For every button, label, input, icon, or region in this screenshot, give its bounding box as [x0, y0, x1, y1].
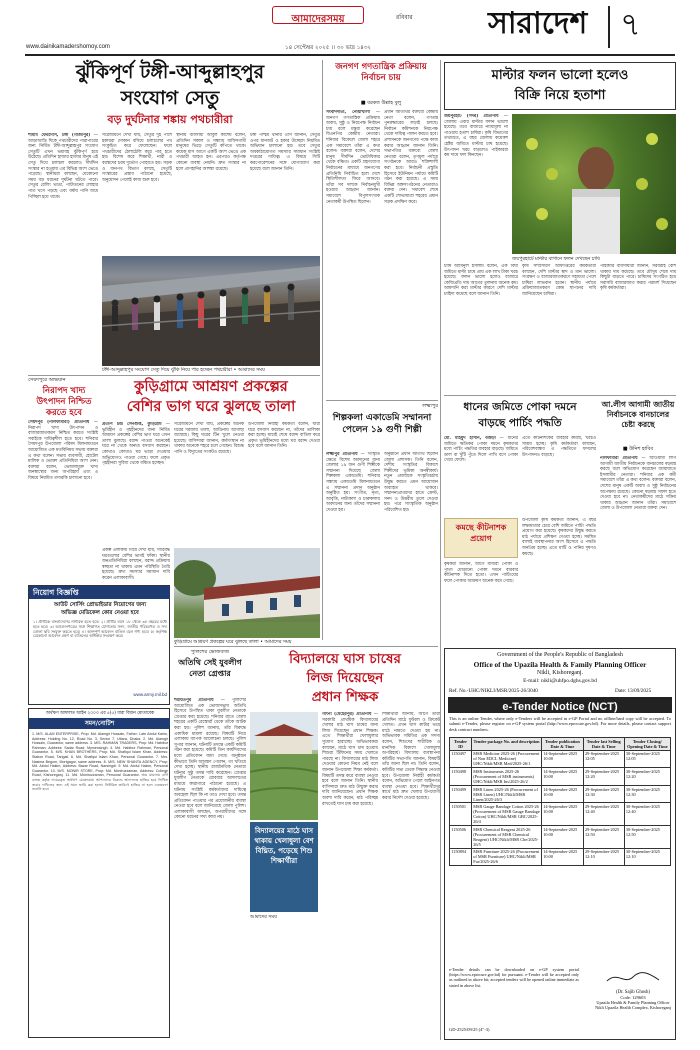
tender-col-selling: Tender last Selling Date & Time: [583, 738, 624, 751]
tender-intro: This is an online Tender, where only e-Tenders will be accepted in e-GP Portal and no offline/hard copy will be accepted. To submit e-Tender, please register on e-GP system portal (http://www.eprocure.gov.bd). For more details, please contact support desk contract numbers.: [449, 716, 671, 732]
table-row: [450, 750, 671, 768]
school-photo: [250, 712, 318, 820]
table-cell: MSR Chemical Reagent 2025-26 (Procurement of MSR Chemical Reagent) UHC/Nikli/MSR Che/2025-26/5: [472, 825, 542, 848]
lead-headline-2: সংযোগ সেতু: [120, 87, 220, 109]
table-cell: 14-September-2025 10:00: [542, 803, 584, 826]
school-field-illustration: [250, 712, 318, 820]
kurigram-dateline: প্রতাপ চন্দ্র সেনগুপ্ত, কুড়িগ্রাম: [102, 422, 162, 427]
kurigram-photo: [174, 548, 320, 638]
lead-photo-credit: আমাদের সময়: [237, 368, 265, 373]
election-col-1: সংবাদদাতা, নোয়াখালী — জনগণ গণতান্ত্রিক প্রক্রিয়ায় অবাধ, সুষ্ঠু ও নিরপেক্ষ নির্বাচন চায় বলে মন্তব্য করেছেন বিএনপির কেন্দ্রীয় নেতারা। শনিবার বিকেলে জেলা শহরে এক সমাবেশে তাঁরা এ কথা বলেন। বক্তারা বলেন, দেশের মানুষ দীর্ঘদিন ভোটাধিকার থেকে বঞ্চিত। একটি গ্রহণযোগ্য নির্বাচনের মাধ্যমে জনগণের প্রতিনিধি নির্বাচিত হলে দেশে স্থিতিশীলতা ফিরে আসবে। তাঁরা সব দলকে নির্বাচনমুখী হওয়ার আহ্বান জানান। সমাবেশে বিপুলসংখ্যক নেতাকর্মী উপস্থিত ছিলেন।: [326, 110, 380, 205]
table-cell: 29-September-2025 12:30: [583, 785, 624, 803]
rice-dateline: মো. মাহমুদ হাসান, বগুড়া: [444, 436, 496, 441]
malta-dateline: জয়পুরহাট (সদর) প্রতিনিধি: [444, 114, 499, 119]
table-cell: 1150506: [450, 825, 472, 848]
recruit-line-2: অভিজ্ঞ মেডিকেল কোর নেওয়া হবে: [61, 610, 139, 616]
awami-body: নীলফামারী প্রতিনিধি — আওয়ামী লীগ আগামী জাতীয় নির্বাচনকে বানচালের ষড়যন্ত্র করছে বলে অভিযোগ করেছেন জামায়াতে ইসলামীর নেতারা। শনিবার এক কর্মী সমাবেশে তাঁরা এ কথা বলেন। বক্তারা বলেন, দেশের মানুষ একটি অবাধ ও সুষ্ঠু নির্বাচনের অপেক্ষায় রয়েছে। কোনো ষড়যন্ত্র সফল হতে দেওয়া হবে না। নেতাকর্মীদের মাঠে সক্রিয় থাকার আহ্বান জানান তাঁরা। সমাবেশে জেলা ও উপজেলা নেতারা বক্তব্য দেন।: [600, 456, 676, 512]
food-dateline: সৈয়দপুর (নীলফামারী) প্রতিনিধি: [28, 420, 90, 425]
table-row: [450, 768, 671, 786]
tender-date: Date: 13/09/2025: [615, 688, 652, 694]
rice-inset-text: কমছে কীটনাশক প্রয়োগ: [455, 523, 507, 543]
notice-body: 1. M/S. ALAM ENTERPRISE, Prop: Md. Alamgir Hossain, Father: Late Abdul Karim, Address: Holding No. 12, Road No. 3, Sector 7, Uttara, Dhaka. 2. Md. Alamgir Hossain, Guarantor, same address. 3. M/S. RAHMAN TRADERS, Prop: Md. Habibur Rahman, Address: Sadar Road, Mymensingh. 4. Md. Habibur Rahman, Personal Guarantor. 5. M/S. KHAN BROTHERS, Prop: Md. Shafiqul Islam Khan, Address: Station Road, Tangail. 6. Md. Shafiqul Islam Khan, Personal Guarantor. 7. Mrs. Nasima Begum, Mortgagor, same address. 8. M/S. NEW SHANTA AGENCY, Prop: Md. Abdul Hakim, Address: Bazar Road, Narsingdi. 9. Md. Abdul Hakim, Personal Guarantor. 10. M/S. MONIR STORE, Prop: Md. Moniruzzaman, Address: College Road, Kishoreganj. 11. Md. Moniruzzaman, Personal Guarantor. অত্র মামলায় বাদী ব্যাংক কর্তৃক দায়েরকৃত অর্থঋণ মোকদ্দমায় আপনাদের বিরুদ্ধে আদালতে হাজির হয়ে লিখিত জবাব দাখিলের জন্য এই সমন জারি করা হলো। নির্ধারিত তারিখে হাজির না হলে একতরফা শুনানি হবে।: [32, 732, 168, 792]
table-cell: MSR Gauge Bandage Cotton 2025-26 (Procurement of MSR Gauge Bandage Cotton) UHC/Nikli/MSR GBC/2025-26/4: [473, 804, 540, 825]
table-cell: 14-September-2025 10:00: [542, 825, 584, 848]
lead-dateline: শামীম ফেরদৌস, টঙ্গী (গাজীপুর): [28, 133, 91, 138]
date-line: ১৪ সেপ্টেম্বর ২০২৫ ।। ৩০ ভাদ্র ১৪৩২: [285, 45, 372, 51]
election-dateline: সংবাদদাতা, নোয়াখালী: [326, 110, 370, 115]
election-byline-text: বরকত উল্লাহ বুলু: [367, 100, 402, 106]
kurigram-caption-text: কুড়িগ্রামে আশ্রয়ণ প্রকল্পের ঘরে ঝুলছে তালা: [174, 640, 259, 645]
awami-headline: আ.লীগ আগামী জাতীয় নির্বাচনকে বানচালের চেষ্টা করছে: [601, 400, 675, 429]
malta-photo: [512, 114, 676, 254]
table-cell: 14-September-2025 10:00: [542, 785, 584, 803]
school-col-2: শিক্ষার্থীরা জানায়, আগে তারা প্রতিদিন মাঠে ফুটবল ও ক্রিকেট খেলত। এখন ঘাস কাটার ভয়ে মাঠে নামতে দেওয়া হয় না। অভিভাবক সমিতির এক সদস্য বলেন, শিশুদের শারীরিক ও মানসিক বিকাশে খেলাধুলা অপরিহার্য। বিদ্যালয় ব্যবস্থাপনা কমিটির সভাপতি জানান, বিষয়টি তাঁর জানা ছিল না। তিনি বলেন, কমিটির সভা ডেকে সিদ্ধান্ত নেওয়া হবে। উপজেলা নির্বাহী কর্মকর্তা বলেন, অভিযোগ পেলে আইনগত ব্যবস্থা নেওয়া হবে। শিক্ষার্থীদের স্বার্থে মাঠ দ্রুত খেলার উপযোগী করার নির্দেশ দেওয়া হয়েছে।: [382, 712, 440, 801]
police-dateline: শরীয়তপুর প্রতিনিধি: [174, 698, 214, 703]
table-cell: 29-September-2025 12:20: [583, 768, 624, 786]
tender-office: Office of the Upazila Health & Family Planning Officer: [473, 660, 647, 669]
school-headline-2: লিজ দিয়েছেন: [306, 670, 384, 686]
malta-farmer-illustration: [512, 114, 676, 254]
tender-signature: [595, 971, 671, 1010]
table-cell: 30-September-2025 12:30: [624, 785, 670, 803]
rice-inset: [444, 518, 518, 558]
notice-box: [28, 708, 170, 1038]
section-divider: [608, 6, 610, 48]
bridge-crowd-illustration: [102, 256, 320, 366]
table-cell: 29-September-2025 12:40: [583, 803, 624, 826]
lead-col-3: স্থানীয় ব্যবসায়ী আবুল কাশেম বলেন, প্রতিদিন সকাল ও সন্ধ্যায় অফিসগামী মানুষের ভিড়ে সেতুটি কাঁপতে থাকে। কয়েক মাস আগে একটি অংশ ভেঙে এক পথচারী আহত হন। এরপরও কর্তৃপক্ষ কোনো ব্যবস্থা নেয়নি। দ্রুত সংস্কার না হলে প্রাণহানির আশঙ্কা রয়েছে।: [176, 133, 246, 172]
police-body: শরীয়তপুর প্রতিনিধি — পুলিশের আয়োজিত এক ভোজসভায় অতিথি হিসেবে উপস্থিত থাকা যুবলীগ নেতাকে গ্রেপ্তার করা হয়েছে। শনিবার রাতে জেলা শহরের একটি রেস্তোরাঁ থেকে তাঁকে আটক করা হয়। পুলিশ জানায়, তাঁর বিরুদ্ধে একাধিক মামলা রয়েছে। বিষয়টি নিয়ে এলাকায় ব্যাপক আলোচনা চলছে। পুলিশ সুপার জানান, ঘটনাটি তদন্তে একটি কমিটি গঠন করা হয়েছে। কমিটি তিন কার্যদিবসের মধ্যে প্রতিবেদন জমা দেবে। অনুষ্ঠানে কীভাবে তিনি আমন্ত্রণ পেলেন, তা খতিয়ে দেখা হচ্ছে। স্থানীয় রাজনৈতিক নেতারা ঘটনার সুষ্ঠু তদন্ত দাবি করেছেন। গ্রেপ্তার যুবলীগ নেতাকে রোববার আদালতের মাধ্যমে কারাগারে পাঠানো হয়েছে। এ ঘটনায় সংশ্লিষ্ট কর্মকর্তাদের দায়িত্বে অবহেলা ছিল কি না তাও দেখা হবে। তদন্ত প্রতিবেদন পাওয়ার পর প্রয়োজনীয় ব্যবস্থা নেওয়া হবে বলে জানিয়েছে জেলা পুলিশ। এলাকাবাসী বলছেন, অপরাধীদের সঙ্গে কোনো ধরনের সখ্য কাম্য নয়।: [174, 698, 246, 821]
lead-headline-1: ঝুঁকিপূর্ণ টঙ্গী-আব্দুল্লাহপুর: [75, 61, 265, 83]
website[interactable]: www.dainikamadershomoy.com: [26, 44, 110, 50]
kurigram-col-1: প্রতাপ চন্দ্র সেনগুপ্ত, কুড়িগ্রাম — ভূমিহীন ও গৃহহীনদের জন্য নির্মিত আশ্রয়ণ প্রকল্পের বেশির ভাগ ঘরে এখন তালা ঝুলছে। বরাদ্দ পাওয়া অনেকেই ঘরে না থেকে অন্যত্র বসবাস করছেন। কোথাও কোথাও ঘর ভাড়া দেওয়ার অভিযোগও পাওয়া গেছে। ফলে প্রকৃত গৃহহীনরা সুবিধা থেকে বঞ্চিত হচ্ছেন।: [102, 422, 170, 467]
column-rule: [440, 60, 441, 1040]
nilphamari-dateline: নীলফামারী প্রতিনিধি: [600, 456, 638, 461]
table-cell: 30-September-2025 12:10: [624, 848, 670, 866]
food-headline: নিরাপদ খাদ্য উৎপাদন নিশ্চিত করতে হবে: [36, 386, 92, 418]
table-cell: 14-September-2025 10:00: [542, 768, 584, 786]
row-rule: [174, 646, 438, 647]
kurigram-col-4: প্রকল্প এলাকায় গিয়ে দেখা যায়, সারিবদ্ধ ঘরগুলোর বেশির ভাগই ফাঁকা। স্থানীয় জনপ্রতিনিধিরা বলছেন, বরাদ্দ প্রক্রিয়ায় স্বচ্ছতা না থাকায় এমন পরিস্থিতি তৈরি হয়েছে। দ্রুত সমস্যার সমাধান দাবি করেন এলাকাবাসী।: [102, 548, 170, 581]
logo-text: আমাদেরসময়: [291, 14, 345, 25]
school-headline-1: বিদ্যালয়ে ঘাস চাষের: [289, 651, 401, 667]
row-rule: [28, 375, 320, 376]
table-cell: 29-September-2025 12:10: [583, 848, 624, 866]
shilpa-kicker: লক্ষ্মীপুর: [422, 404, 438, 409]
table-cell: 1150498: [450, 768, 472, 786]
police-kicker: পুলিশের ভোজবাজ: [190, 650, 230, 655]
malta-caption: জয়পুরহাটে মাল্টার বাগানে ফলন দেখছেন চাষি: [512, 257, 600, 262]
recruit-title: নিয়োগ বিজ্ঞপ্তি: [33, 588, 79, 597]
table-cell: 14-September-2025 10:00: [542, 750, 584, 768]
rice-col-2: এতে কীটনাশকের ব্যবহার কমছে, খরচও সাশ্রয় হচ্ছে। কৃষি কর্মকর্তারা বলছেন, পরিবেশবান্ধব এ পদ্ধতিতে ফসলের উৎপাদনও বাড়ছে।: [522, 436, 596, 458]
section-title: সারাদেশ: [488, 6, 588, 41]
school-headline-3: প্রধান শিক্ষক: [311, 689, 379, 705]
recruit-ad: [28, 585, 170, 705]
recruit-contact[interactable]: www.army.mil.bd: [133, 692, 167, 697]
table-row: [450, 848, 671, 866]
table-cell: MSR Linen 2025-26 (Procurement of MSR Linen) UHC/Nikli/MSR Linen/2025-26/3: [472, 785, 542, 803]
awami-byline-text: উনিশ হাবিব: [629, 446, 654, 452]
lead-col-2: সরেজমিনে দেখা যায়, সেতুর দুই পাশে হকাররা দোকান বসিয়ে চলাচলের পথ সংকুচিত করে ফেলেছেন। ফলে পথচারীদের ঠেলাঠেলি করে পার হতে হয়। বিশেষ করে শিক্ষার্থী, নারী ও বয়স্কদের চরম দুর্ভোগ পোহাতে হয়। সড়ক ও জনপথ বিভাগ বলছে, সেতুটি সংস্কারের প্রস্তাব পাঠানো হয়েছে, অনুমোদন পেলেই কাজ শুরু হবে।: [102, 133, 172, 183]
tender-col-publication: Tender publication Date & Time: [542, 738, 584, 751]
tender-table-header: [450, 738, 671, 751]
table-cell: 29-September-2025 12:05: [583, 750, 624, 768]
shilpa-dateline: লক্ষ্মীপুর প্রতিনিধি: [326, 452, 358, 457]
tender-col-package: Tender package No. and description: [472, 738, 542, 751]
table-cell: 1150497: [450, 750, 472, 768]
police-headline: অতিথি সেই যুবলীগ নেতা গ্রেপ্তার: [178, 658, 242, 678]
masthead-rule: [25, 54, 675, 56]
malta-col-3: কৃষি সম্প্রসারণ অধিদপ্তরের কর্মকর্তারা বলছেন, দেশি মাল্টার স্বাদ ও মান ভালো। সংরক্ষণ ও বাজারজাতকরণে সহায়তা পেলে চাষিরা লাভবান হবেন। স্থানীয় পর্যায়ে প্রক্রিয়াজাতকরণ কেন্দ্র স্থাপনের দাবি জানিয়েছেন চাষিরা।: [522, 264, 596, 297]
tender-col-closing: Tender Closing/ Opening Date & Time: [624, 738, 670, 751]
logo: [272, 6, 364, 24]
malta-col-4: পাইকারি ব্যবসায়ীরা জানান, সরবরাহ বেশি থাকায় দাম কমেছে। তবে মৌসুম শেষে দাম কিছুটা বাড়তে পারে। চাষিদের সংগঠিত হয়ে সরাসরি বাজারজাত করার পরামর্শ দিয়েছেন কৃষি কর্মকর্তারা।: [600, 264, 676, 292]
table-cell: 1150894: [450, 848, 472, 866]
tender-place: Nikli, Kishoreganj.: [536, 670, 584, 676]
row-rule: [326, 400, 438, 401]
table-cell: 30-September-2025 12:50: [624, 825, 670, 848]
shilpa-headline: শিল্পকলা একাডেমি সম্মাননা পেলেন ১৯ গুণী শিল্পী: [332, 413, 432, 435]
notice-header: [29, 718, 170, 729]
table-cell: 1150501: [450, 803, 472, 826]
tender-outro: e-Tender details can be downloaded on e-GP system portal (https://www.eprocure.gov.bd) for pursuant. e-Tender will be accepted only as outlined in above bit; accepted tenders will be opened online immediate as stated in above list.: [449, 967, 579, 988]
rice-col-1: মো. মাহমুদ হাসান, বগুড়া — ধানের জমিতে ক্ষতিকর পোকা দমনে কৃষকদের মধ্যে পার্চিং পদ্ধতির ব্যবহার বাড়ছে। জমিতে ডাল বা খুঁটি পুঁতে দিলে পাখি বসে পোকা খেয়ে ফেলে।: [444, 436, 518, 464]
election-byline: ■ বরকত উল্লাহ বুলু: [360, 100, 402, 106]
malta-headline-box: [444, 62, 676, 110]
food-body: সৈয়দপুর (নীলফামারী) প্রতিনিধি — নিরাপদ খাদ্য উৎপাদন ও বাজারজাতকরণ নিশ্চিত করতে সংশ্লিষ্ট সবাইকে দায়িত্বশীল হতে হবে। শনিবার সৈয়দপুর উপজেলা পরিষদ মিলনায়তনে আয়োজিত এক মতবিনিময় সভায় বক্তারা এ কথা বলেন। সভায় ব্যবসায়ী, হোটেল মালিক ও ভোক্তা প্রতিনিধিরা অংশ নেন। বক্তারা বলেন, ভেজালমুক্ত খাদ্য জনস্বাস্থ্যের জন্য অপরিহার্য এবং এ বিষয়ে নিয়মিত তদারকি চালানো হবে।: [28, 420, 98, 481]
table-row: [450, 803, 671, 826]
tender-notice: [444, 648, 676, 1040]
school-photo-credit: আমাদের সময়: [250, 915, 277, 920]
table-row: [450, 785, 671, 803]
table-cell: MSR Instruments 2025-26 (Procurement of MSR instruments) UHC/Nikli/MSR Ins/2025-26/2: [472, 768, 542, 786]
notice-header-text: সমন/নোটিশ: [84, 720, 115, 727]
shilpa-col-2: অনুষ্ঠানে প্রধান অতিথি ছিলেন জেলা প্রশাসক। তিনি বলেন, দেশীয় সংস্কৃতির বিকাশে শিল্পীদের ভূমিকা অনস্বীকার্য। নতুন প্রজন্মকে সংস্কৃতিচর্চায় উদ্বুদ্ধ করতে এমন আয়োজন অব্যাহত থাকবে। সম্মাননাপ্রাপ্তদের হাতে ক্রেস্ট, সনদ ও উত্তরীয় তুলে দেওয়া হয়। পরে সাংস্কৃতিক অনুষ্ঠান পরিবেশিত হয়।: [384, 452, 438, 513]
shelter-houses-illustration: [174, 548, 320, 638]
lead-caption-text: টঙ্গী-আব্দুল্লাহপুর সংযোগ সেতু দিয়ে ঝুঁকি নিয়ে পার হচ্ছেন পথচারীরা: [102, 368, 232, 373]
table-cell: 29-September-2025 12:50: [583, 825, 624, 848]
kurigram-caption: কুড়িগ্রামে আশ্রয়ণ প্রকল্পের ঘরে ঝুলছে তালা • আমাদের সময়: [174, 640, 292, 645]
lead-col-4: টঙ্গী পশ্চিম থানার ওসি জানান, সেতুর ওপর যানজট ও হকার উচ্ছেদে নিয়মিত অভিযান চালানো হয়। তবে সেতুর অবকাঠামোগত সমস্যার সমাধান সংশ্লিষ্ট দপ্তরের দায়িত্ব। এ বিষয়ে সিটি করপোরেশনের সঙ্গে যোগাযোগ করা হয়েছে বলে জানান তিনি।: [250, 133, 320, 172]
tender-gov: Government of the People's Republic of Bangladesh: [497, 652, 623, 658]
malta-col-1: জয়পুরহাট (সদর) প্রতিনিধি — জেলায় এবার মাল্টার ফলন ভালো হয়েছে। তবে বাজারে ন্যায্যমূল্য না পাওয়ায় হতাশ চাষিরা। কৃষি বিভাগের তথ্যমতে, এ বছর জেলায় কয়েকশ হেক্টর জমিতে মাল্টার চাষ হয়েছে। উৎপাদন খরচ বাড়লেও পাইকাররা কম দামে ফল কিনছেন।: [444, 114, 508, 159]
kurigram-headline-1: কুড়িগ্রামে আশ্রয়ণ প্রকল্পের: [134, 379, 288, 395]
recruit-line-1: আউট সোর্সিং প্রোভাইডার নিয়োগের জন্য: [53, 602, 147, 608]
masthead: [0, 0, 700, 56]
malta-col-2: চাষি আমিনুল ইসলাম বলেন, এক বিঘা জমিতে মাল্টা চাষে প্রায় এক লাখ টাকা খরচ হয়েছে। ফলন ভালো হলেও বাজারে কেজিপ্রতি দাম আগের তুলনায় অনেক কম। আমদানি করা মাল্টার কারণে দেশি মাল্টার চাহিদা কমেছে বলে জানান তিনি।: [444, 264, 518, 297]
lead-subhead: বড় দুর্ঘটনার শঙ্কায় পথচারীরা: [107, 113, 233, 126]
rice-col-3: কৃষকরা জানান, আগে মাজরা পোকা ও পাতা মোড়ানো পোকা দমনে বারবার কীটনাশক দিতে হতো। এখন পার্চিংয়ের ফলে পোকার আক্রমণ অনেক কমে গেছে।: [444, 562, 518, 584]
school-caption-box: [250, 822, 318, 912]
school-headline-box: [250, 650, 440, 708]
recruit-title-bar: [29, 586, 170, 599]
tender-table: [449, 737, 671, 866]
lead-col-1: শামীম ফেরদৌস, টঙ্গী (গাজীপুর) — আড়াআড়ি দিকে পথচারীদের পারাপারের জন্য নির্মিত টঙ্গী-আব্দুল্লাহপুর সংযোগ সেতুটি এখন ভয়াবহ ঝুঁকিপূর্ণ হয়ে উঠেছে। প্রতিদিন হাজার হাজার মানুষ এই সেতু দিয়ে চলাচল করলেও দীর্ঘদিন সংস্কার না হওয়ায় এর বিভিন্ন অংশ ভেঙে পড়েছে। স্থানীয়রা বলছেন, যেকোনো সময় বড় ধরনের দুর্ঘটনা ঘটতে পারে। সেতুর রেলিং ভাঙা, পাটাতনের লোহার পাত খসে পড়ছে এবং বর্ষায় পানি জমে পিচ্ছিল হয়ে থাকে।: [28, 133, 98, 200]
shilpa-col-1: লক্ষ্মীপুর প্রতিনিধি — সংস্কৃতি ক্ষেত্রে বিশেষ অবদানের জন্য জেলার ১৯ জন গুণী শিল্পীকে সম্মাননা দিয়েছে জেলা শিল্পকলা একাডেমি। শনিবার সন্ধ্যায় একাডেমি মিলনায়তনে এ সম্মাননা প্রদান অনুষ্ঠান অনুষ্ঠিত হয়। সংগীত, নৃত্য, আবৃত্তি, নাট্যকলা ও চারুকলায় অবদানের জন্য তাঁদের সম্মাননা দেওয়া হয়।: [326, 452, 380, 513]
recruit-body: ১। প্রার্থীকে বাংলাদেশের নাগরিক হতে হবে। ২। প্রার্থীর বয়স ১৮ থেকে ৩৫ বছরের মধ্যে হতে হবে। ৩। আবেদনপত্রের সঙ্গে শিক্ষাগত যোগ্যতার সনদ, জাতীয় পরিচয়পত্র ও সদ্য তোলা ছবি সংযুক্ত করতে হবে। ৪। অসম্পূর্ণ আবেদন বাতিল বলে গণ্য হবে। ৫। কর্তৃপক্ষ যেকোনো আবেদন গ্রহণ বা বাতিলের অধিকার সংরক্ষণ করে।: [33, 620, 167, 639]
signature-mark: [603, 971, 663, 985]
tender-signer-name: (Dr. Sajib Ghosh): [616, 990, 650, 995]
table-cell: 30-September-2025 12:05: [624, 750, 670, 768]
table-cell: MSR Medicine 2025-26 (Procurement of Non EDCL Medicine) UHC/Nikli/MSR Med/2025-26/1: [472, 750, 542, 768]
row-rule: [444, 395, 676, 396]
kurigram-headline-2: বেশির ভাগ ঘরে ঝুলছে তালা: [126, 399, 296, 415]
malta-headline-1: মাল্টার ফলন ভালো হলেও: [491, 68, 629, 83]
tender-gd: GD-2525/09/25 (4"-3): [449, 1027, 490, 1032]
tender-table-wrap: [449, 737, 671, 866]
food-kicker: সৈয়দপুরে অভিযান: [28, 378, 66, 383]
malta-headline-2: বিক্রি নিয়ে হতাশা: [514, 88, 606, 103]
day-label: রবিবার: [396, 14, 413, 21]
school-caption: বিদ্যালয়ের মাঠে ঘাস থাকায় খেলাধুলা বেশ বিঘ্নিত, পড়েছে শিশু শিক্ষার্থীরা: [254, 827, 314, 865]
tender-ref: Ref. No.-UHC/NIKLI/MSR/2025-26/3040: [449, 688, 538, 694]
rice-headline-1: ধানের জমিতে পোকা দমনে: [463, 401, 577, 413]
school-dateline: গাংনী (মেহেরপুর) প্রতিনিধি: [322, 712, 372, 717]
awami-byline: ■ উনিশ হাবিব: [622, 446, 654, 452]
table-cell: 1150499: [450, 785, 472, 803]
page-number: ৭: [620, 5, 641, 43]
table-cell: 30-September-2025 12:40: [624, 803, 670, 826]
tender-title-bar: [448, 697, 672, 713]
column-rule: [322, 60, 323, 640]
lead-photo: [102, 256, 320, 366]
rice-col-4: উপজেলা কৃষি কর্মকর্তা জানান, এ বছর লক্ষ্যমাত্রার চেয়ে বেশি জমিতে পার্চিং পদ্ধতি প্রয়োগ করা হয়েছে। কৃষকদের উদ্বুদ্ধ করতে মাঠ পর্যায়ে প্রশিক্ষণ দেওয়া হচ্ছে। সমন্বিত বালাই ব্যবস্থাপনার অংশ হিসেবে এ পদ্ধতি জনপ্রিয় হচ্ছে। এতে মাটি ও পানির দূষণও কমছে।: [522, 518, 596, 557]
table-cell: 14-September-2025 10:00: [542, 848, 584, 866]
tender-title: e-Tender Notice (NCT): [502, 701, 618, 713]
lead-caption: টঙ্গী-আব্দুল্লাহপুর সংযোগ সেতু দিয়ে ঝুঁকি নিয়ে পার হচ্ছেন পথচারীরা • আমাদের সময়: [102, 368, 265, 373]
election-headline: জনগণ গণতান্ত্রিক প্রক্রিয়ায় নির্বাচন চায়: [335, 62, 427, 83]
kurigram-col-3: উপজেলা নির্বাহী কর্মকর্তা বলেন, যাঁরা ঘরে বসবাস করছেন না, তাঁদের তালিকা করা হচ্ছে। যাচাই শেষে বরাদ্দ বাতিল করে প্রকৃত ভূমিহীনদের মধ্যে ঘর বরাদ্দ দেওয়া হবে বলে জানান তিনি।: [248, 422, 320, 450]
kurigram-col-2: সরেজমিনে দেখা যায়, প্রকল্পের অনেক ঘরের দরজায় তালা, আঙিনায় আগাছা জন্মেছে। কিছু ঘরের টিন খুলে নেওয়া হয়েছে। বাসিন্দারা জানান, কর্মসংস্থান না থাকায় অনেকে শহরে চলে গেছেন। বিশুদ্ধ পানি ও বিদ্যুতের সংকটও রয়েছে।: [174, 422, 244, 455]
table-cell: MSR Furniture 2025-26 (Procurement of MSR Furniture) UHC/Nikli/MSR Fur/2025-26/6: [472, 848, 542, 866]
rice-headline-2: বাড়ছে পার্চিং পদ্ধতি: [478, 417, 562, 429]
election-col-2: প্রধান অতিথির বক্তব্যে কেন্দ্রীয় নেতা বলেন, গণতন্ত্র পুনরুদ্ধারের লড়াই চলছে। নির্বাচন কমিশনকে নিরপেক্ষ থেকে দায়িত্ব পালন করতে হবে। প্রশাসনকে জনগণের পক্ষে কাজ করার আহ্বান জানান তিনি। সভাপতির বক্তব্যে জেলা নেতারা বলেন, তৃণমূল পর্যায়ে সংগঠনকে আরও শক্তিশালী করা হবে। নির্বাচনী প্রস্তুতি হিসেবে ইউনিয়ন পর্যায়ে কমিটি গঠন করা হয়েছে। এ সময় বিভিন্ন অঙ্গসংগঠনের নেতারাও বক্তব্য দেন। সমাবেশ শেষে একটি শোভাযাত্রা শহরের প্রধান সড়ক প্রদক্ষিণ করে।: [384, 110, 438, 205]
tender-signer-place: Nikli Upazila Health Complex, Kishoreganj: [595, 1005, 671, 1010]
kurigram-photo-credit: আমাদের সময়: [264, 640, 292, 645]
tender-signer-title: Upazila Health & Family Planning Officer: [596, 1000, 670, 1005]
school-col-1: গাংনী (মেহেরপুর) প্রতিনিধি — সরকারি প্রাথমিক বিদ্যালয়ের খেলার মাঠ ঘাস চাষের জন্য লিজ দিয়েছেন প্রধান শিক্ষক। এতে শিক্ষার্থীরা খেলাধুলার সুযোগ হারাচ্ছে। অভিভাবকরা বলছেন, মাঠে ঘাস চাষ হওয়ায় শিশুরা টিফিনের সময় খেলতে পারছে না। বিদ্যালয়ের মাঠ লিজ দেওয়ার কোনো নিয়ম নেই বলে জানান উপজেলা শিক্ষা কর্মকর্তা। বিষয়টি তদন্ত করে ব্যবস্থা নেওয়া হবে বলে জানান তিনি। স্থানীয় বাসিন্দারা দ্রুত মাঠ উন্মুক্ত করার দাবি জানিয়েছেন। প্রধান শিক্ষক অবশ্য দাবি করেন, মাঠ পরিচ্ছন্ন রাখতেই ঘাস চাষ করা হয়েছে।: [322, 712, 378, 807]
notice-intro: অর্থঋণ আদালত আইন ২০০৩ এর ৫(৫) ধারা বিধান মোতাবেক: [45, 711, 155, 716]
tender-signer-code: Code: 129603: [620, 995, 646, 1000]
table-cell: 30-September-2025 12:20: [624, 768, 670, 786]
tender-email[interactable]: E-mail: nikli@uhfpo.dghs.gov.bd: [523, 678, 597, 684]
table-row: [450, 825, 671, 848]
tender-col-id: Tender ID: [450, 738, 472, 751]
